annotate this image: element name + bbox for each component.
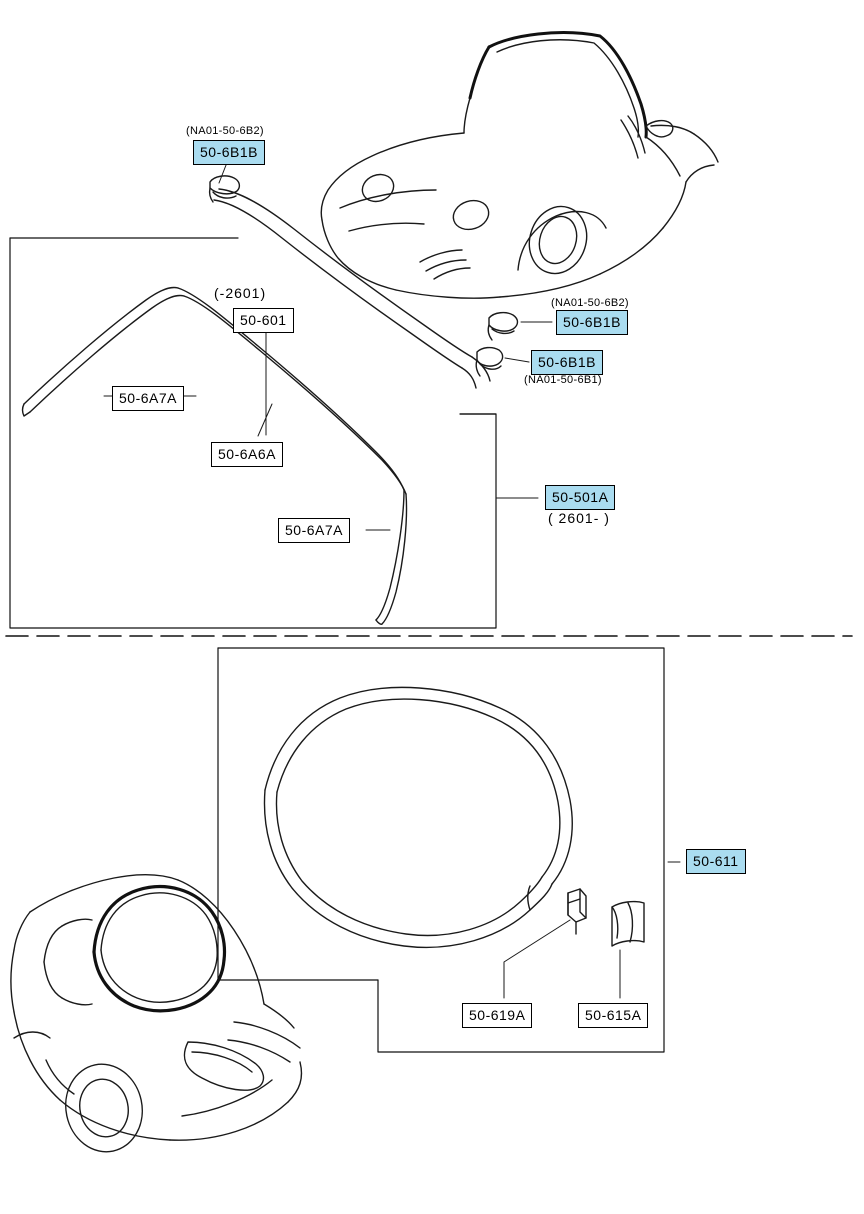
part-label-50-6a6a: 50-6A6A xyxy=(211,442,283,467)
rear-clip-619a xyxy=(568,889,586,934)
part-label-2601-: ( 2601- ) xyxy=(548,510,610,526)
front-car-illustration xyxy=(321,33,718,299)
clip-top xyxy=(210,176,240,202)
part-label-50-601: 50-601 xyxy=(233,308,294,333)
part-label-na01-50-6b1: (NA01-50-6B1) xyxy=(524,374,602,386)
part-label-50-6a7a: 50-6A7A xyxy=(112,386,184,411)
part-label-50-501a: 50-501A xyxy=(545,485,615,510)
part-label-50-611: 50-611 xyxy=(686,849,746,874)
part-label-50-619a: 50-619A xyxy=(462,1003,532,1028)
part-label-50-6b1b: 50-6B1B xyxy=(193,140,265,165)
windshield-moulding xyxy=(23,189,491,624)
clip-lower xyxy=(476,348,502,376)
part-label--2601: (-2601) xyxy=(214,285,267,301)
rear-car-illustration xyxy=(11,875,302,1159)
rear-moulding-615a xyxy=(612,902,644,946)
part-label-na01-50-6b2: (NA01-50-6B2) xyxy=(186,125,264,137)
rear-window-moulding xyxy=(264,687,572,947)
clip-middle xyxy=(488,313,517,340)
part-label-50-6b1b: 50-6B1B xyxy=(556,310,628,335)
part-label-50-6b1b: 50-6B1B xyxy=(531,350,603,375)
part-label-na01-50-6b2: (NA01-50-6B2) xyxy=(551,297,629,309)
part-label-50-615a: 50-615A xyxy=(578,1003,648,1028)
part-label-50-6a7a: 50-6A7A xyxy=(278,518,350,543)
